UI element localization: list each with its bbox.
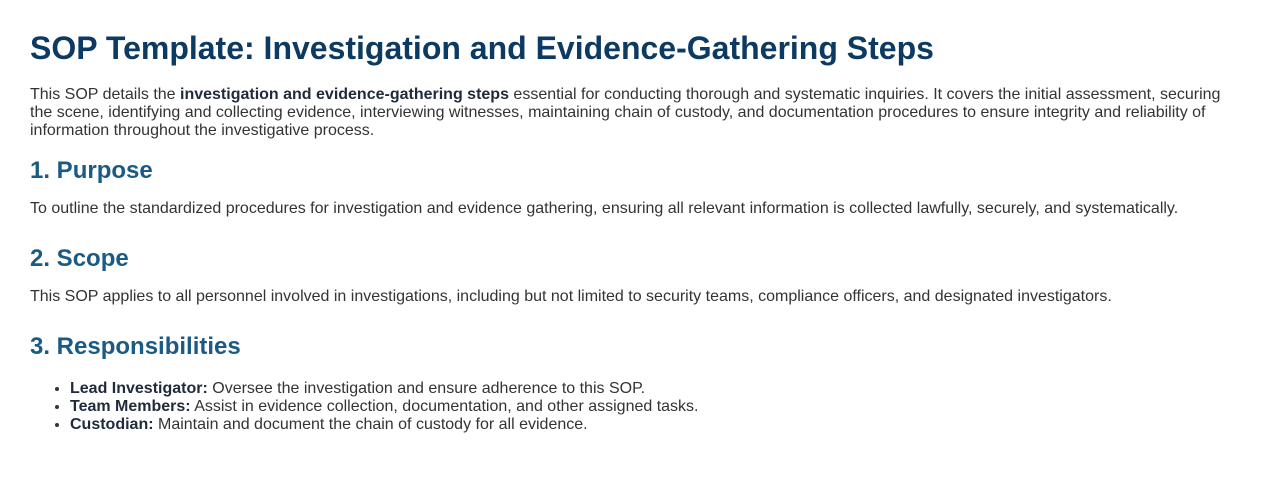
section-heading-scope: 2. Scope [30,245,129,272]
section-text-scope: This SOP applies to all personnel involved in investigations, including but not limited to security teams, compliance officers, and designated investigators. [30,288,1112,305]
list-item [70,398,1233,416]
intro-text-before: This SOP details the [30,86,180,103]
responsibilities-list [30,380,1233,434]
role-description: Assist in evidence collection, documentation, and other assigned tasks. [190,398,699,415]
intro-paragraph [30,86,1230,140]
intro-text-after: essential for conducting thorough and systematic inquiries. It covers the initial assessment, securing the scene, identifying and collecting evidence, interviewing witnesses, maintaining chain of custody, and documentation procedures to ensure integrity and reliability of information throughout the investigative process. [30,86,1221,139]
list-item [70,380,1233,398]
section-heading-responsibilities: 3. Responsibilities [30,333,241,360]
role-description: Maintain and document the chain of custody for all evidence. [153,416,588,433]
section-text-purpose: To outline the standardized procedures for investigation and evidence gathering, ensuring all relevant information is collected lawfully, securely, and systematically. [30,200,1179,217]
role-label: Team Members: [70,398,191,415]
page-title: SOP Template: Investigation and Evidence-Gathering Steps [30,30,934,66]
role-description: Oversee the investigation and ensure adherence to this SOP. [207,380,646,397]
role-label: Lead Investigator: [70,380,208,397]
role-label: Custodian: [70,416,154,433]
section-heading-purpose: 1. Purpose [30,157,153,184]
intro-emphasis: investigation and evidence-gathering steps [180,86,509,103]
section-purpose [30,156,1233,218]
list-item [70,416,1233,434]
section-scope [30,244,1233,306]
section-responsibilities [30,332,1233,434]
